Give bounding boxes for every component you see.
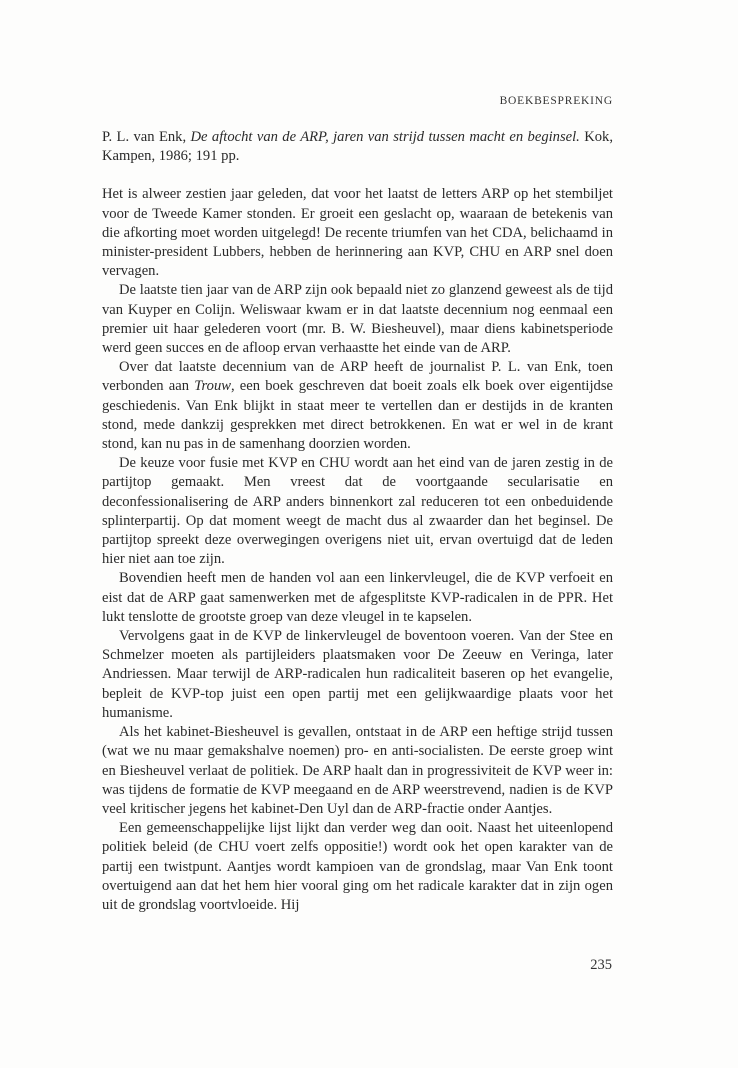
paragraph-text: De keuze voor fusie met KVP en CHU wordt aan het eind van de jaren zestig in de partijtop gemaakt. Men vreest dat de voortgaande secularisatie en deconfessionalisering de ARP anders binnenkort zal reduceren tot een onbeduidende splinterpartij. Op dat moment weegt de macht dus al zwaarder dan het beginsel. De partijtop spreekt deze overwegingen overigens niet uit, ervan overtuigd dat de leden hier niet aan toe zijn. [102, 455, 613, 568]
running-header: BOEKBESPREKING [499, 95, 613, 107]
citation-publication: Kok, Kampen, 1986; 191 pp. [102, 129, 614, 165]
review-body [102, 128, 613, 915]
body-paragraph [102, 358, 613, 454]
body-paragraph [102, 185, 613, 281]
body-paragraph [102, 281, 613, 358]
paragraph-text: Over dat laatste decennium van de ARP heeft de journalist P. L. van Enk, toen verbonden aan [102, 359, 613, 395]
page-number: 235 [590, 957, 612, 973]
paragraph-text: Het is alweer zestien jaar geleden, dat voor het laatst de letters ARP op het stembiljet voor de Tweede Kamer stonden. Er groeit een geslacht op, waaraan de betekenis van die afkorting moet worden uitgelegd! De recente triumfen van het CDA, belichaamd in minister-president Lubbers, hebben de herinnering aan KVP, CHU en ARP snel doen vervagen. [102, 186, 613, 280]
book-citation [102, 128, 613, 166]
italic-text: Trouw [194, 378, 231, 395]
paragraph-text: De laatste tien jaar van de ARP zijn ook bepaald niet zo glanzend geweest als de tijd van Kuyper en Colijn. Weliswaar kwam er in dat laatste decennium nog eenmaal een premier uit haar gelederen voort (mr. B. W. Biesheuvel), maar diens kabinetsperiode werd geen succes en de afloop ervan verhaastte het einde van de ARP. [102, 282, 613, 357]
citation-author: P. L. van Enk, [102, 129, 191, 145]
citation-title: De aftocht van de ARP, jaren van strijd tussen macht en beginsel. [190, 129, 580, 145]
body-paragraph [102, 819, 613, 915]
body-paragraph [102, 569, 613, 627]
paragraphs [102, 185, 613, 915]
paragraph-text: Een gemeenschappelijke lijst lijkt dan verder weg dan ooit. Naast het uiteenlopend politiek beleid (de CHU voert zelfs oppositie!) wordt ook het open karakter van de partij een twistpunt. Aantjes wordt kampioen van de grondslag, maar Van Enk toont overtuigend aan dat het hem hier vooral ging om het radicale karakter dat in zijn ogen uit de grondslag voortvloeide. Hij [102, 820, 613, 913]
body-paragraph [102, 454, 613, 569]
body-paragraph [102, 723, 613, 819]
paragraph-text: Als het kabinet-Biesheuvel is gevallen, ontstaat in de ARP een heftige strijd tussen (wat we nu maar gemakshalve noemen) pro- en anti-socialisten. De eerste groep wint en Biesheuvel verlaat de politiek. De ARP haalt dan in progressiviteit de KVP weer in: was tijdens de formatie de KVP meegaand en de ARP weerstrevend, nadien is de KVP veel kritischer jegens het kabinet-Den Uyl dan de ARP-fractie onder Aantjes. [102, 724, 613, 817]
paragraph-text: Bovendien heeft men de handen vol aan een linkervleugel, die de KVP verfoeit en eist dat de ARP gaat samenwerken met de afgesplitste KVP-radicalen in de PPR. Het lukt tenslotte de grootste groep van deze vleugel in te kapselen. [102, 570, 613, 625]
paragraph-text: , een boek geschreven dat boeit zoals elk boek over eigentijdse geschiedenis. Van Enk blijkt in staat meer te vertellen dan er destijds in de kranten stond, mede dankzij gesprekken met direct betrokkenen. En wat er wel in de krant stond, kan nu pas in de samenhang doorzien worden. [102, 378, 613, 453]
body-paragraph [102, 627, 613, 723]
paragraph-text: Vervolgens gaat in de KVP de linkervleugel de boventoon voeren. Van der Stee en Schmelzer moeten als partijleiders plaatsmaken voor De Zeeuw en Veringa, later Andriessen. Maar terwijl de ARP-radicalen hun radicaliteit baseren op het evangelie, bepleit de KVP-top juist een open partij met een gelijkwaardige plaats voor het humanisme. [102, 628, 613, 721]
